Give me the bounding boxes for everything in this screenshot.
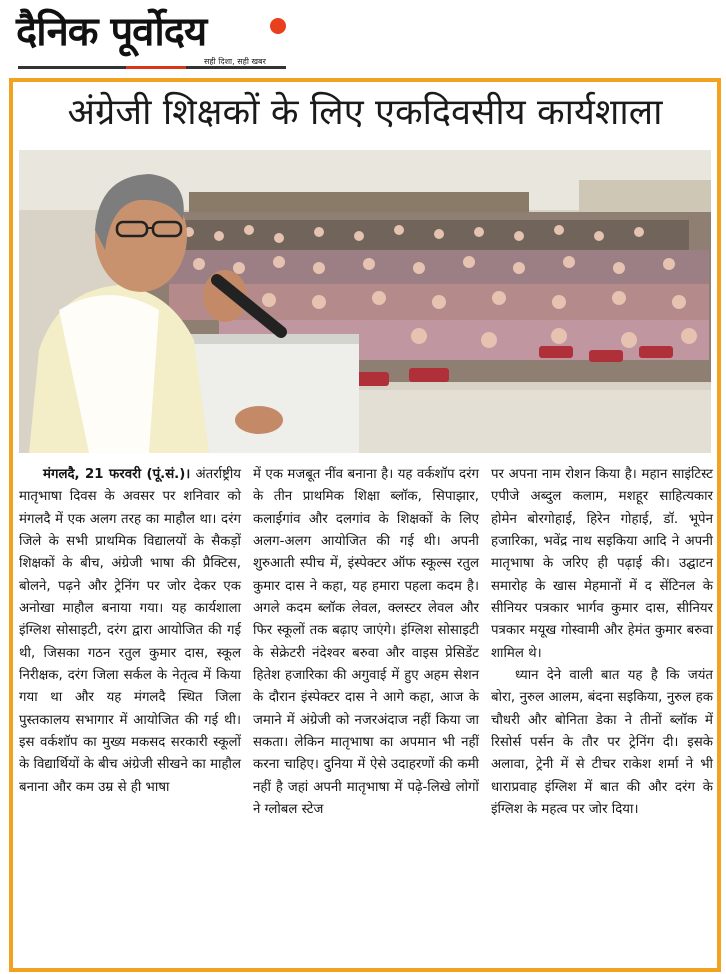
masthead-rule-accent [126,66,186,69]
article-body-col3-para1: पर अपना नाम रोशन किया है। महान साइंटिस्ट एपीजे अब्दुल कलाम, मशहूर साहित्यकार होमेन बोरगोहाई, हिरेन गोहाई, डॉ. भूपेन हजारिका, भवेंद्र नाथ सइकिया आदि ने अपनी मातृभाषा के जरिए ही पढ़ाई की। उद्घाटन समारोह के खास मेहमानों में द सेंटिनल के सीनियर पत्रकार भार्गव कुमार दास, सीनियर पत्रकार मयूख गोस्वामी और हेमंत कुमार बरुवा शामिल थे। [491,467,713,661]
article-dateline: मंगलदै, 21 फरवरी (पूं.सं.)। [43,467,191,482]
article-column-3 [491,464,713,822]
article-headline: अंग्रेजी शिक्षकों के लिए एकदिवसीय कार्यशाला [67,92,663,133]
article-body-col3-para2: ध्यान देने वाली बात यह है कि जयंत बोरा, नुरुल आलम, बंदना सइकिया, नुरुल हक चौधरी और बोनिता डेका ने तीनों ब्लॉक में रिसोर्स पर्सन के तौर पर ट्रेनिंग दी। इसके अलावा, ट्रेनी में से टीचर राकेश शर्मा ने भी धाराप्रवाह इंग्लिश में बात की और दरंग के इंग्लिश के महत्व पर जोर दिया। [491,668,713,818]
article-column-2 [253,464,479,822]
logo-dot-icon [270,18,286,34]
article-body-col2: में एक मजबूत नींव बनाना है। यह वर्कशॉप दरंग के तीन प्राथमिक शिक्षा ब्लॉक, सिपाझार, कलाईगांव और दलगांव के शिक्षकों के लिए अलग-अलग आयोजित की गई थी। अपनी शुरुआती स्पीच में, इंस्पेक्टर ऑफ स्कूल्स रतुल कुमार दास ने कहा, यह हमारा पहला कदम है। अगले कदम ब्लॉक लेवल, क्लस्टर लेवल और फिर स्कूलों तक बढ़ाए जाएंगे। इंग्लिश सोसाइटी के सेक्रेटरी नंदेश्वर बरुवा और वाइस प्रेसिडेंट हितेश हजारिका की अगुवाई में हुए अहम सेशन के दौरान इंस्पेक्टर दास ने आगे कहा, आज के जमाने में अंग्रेजी को नजरअंदाज नहीं किया जा सकता। लेकिन मातृभाषा का अपमान भी नहीं करना चाहिए। दुनिया में ऐसे उदाहरणों की कमी नहीं है जहां अपनी मातृभाषा में पढ़े-लिखे लोगों ने ग्लोबल स्टेज [253,467,479,818]
article-photo [19,150,711,453]
masthead [8,4,298,72]
newspaper-title: दैनिक पूर्वोदय [16,9,207,55]
article-column-1 [19,464,241,799]
newspaper-tagline: सही दिशा, सही खबर [204,57,266,66]
article-body-col1: अंतर्राष्ट्रीय मातृभाषा दिवस के अवसर पर शनिवार को मंगलदै में एक अलग तरह का माहौल था। दरंग जिले के सभी प्राथमिक विद्यालयों के सैकड़ों शिक्षकों के बीच, अंग्रेजी भाषा की प्रैक्टिस, बोलने, पढ़ने और ट्रेनिंग पर जोर देकर एक अनोखा माहौल बनाया गया। यह कार्यशाला इंग्लिश सोसाइटी, दरंग द्वारा आयोजित की गई थी, जिसका गठन रतुल कुमार दास, स्कूल निरीक्षक, दरंग जिला सर्कल के नेतृत्व में किया गया था और यह मंगलदै स्थित जिला पुस्तकालय सभागार में आयोजित की गई थी। इस वर्कशॉप का मुख्य मकसद सरकारी स्कूलों के विद्यार्थियों के बीच अंग्रेजी सीखने का माहौल बनाना और कम उम्र से ही भाषा [19,467,241,795]
article-frame [9,78,721,972]
